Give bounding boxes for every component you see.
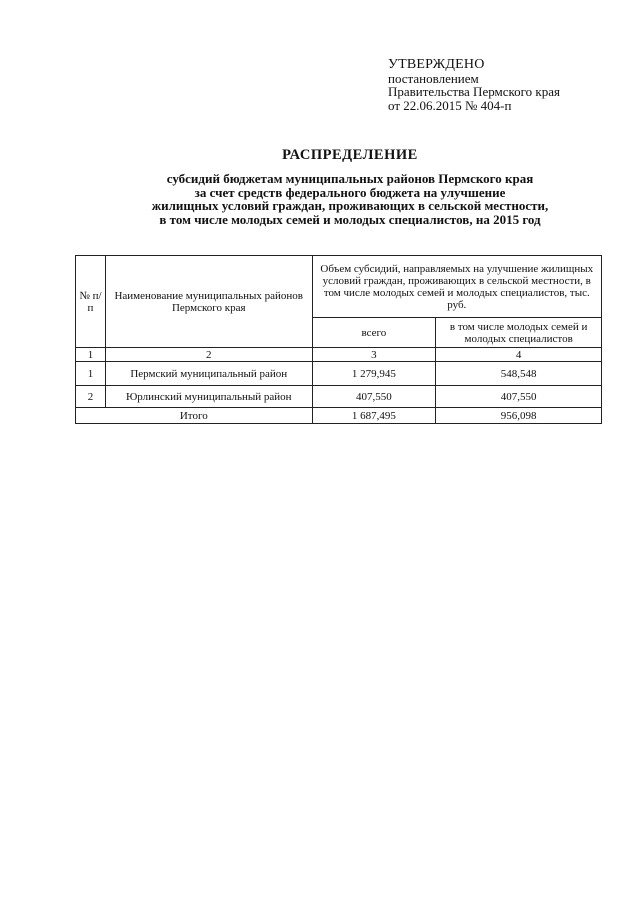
subtitle-line: за счет средств федерального бюджета на улучшение: [194, 184, 506, 200]
row-num: 1: [76, 362, 106, 386]
row-young: 548,548: [436, 362, 602, 386]
row-young: 407,550: [436, 386, 602, 408]
header-num: № п/п: [76, 256, 106, 348]
approval-date: от 22.06.2015 № 404-п: [388, 97, 512, 113]
subtitle-line: жилищных условий граждан, проживающих в сельской местности,: [151, 198, 549, 213]
header-young: в том числе молодых семей и молодых специалистов: [436, 318, 602, 348]
table-index-row: [76, 348, 602, 362]
approval-line: постановлением: [388, 70, 479, 86]
index-cell: 1: [76, 348, 106, 362]
index-cell: 3: [312, 348, 436, 362]
table-row: [76, 362, 602, 386]
table-row: [76, 386, 602, 408]
approval-line: Правительства Пермского края: [388, 84, 560, 99]
row-name: Пермский муниципальный район: [105, 362, 312, 386]
row-num: 2: [76, 386, 106, 408]
approval-heading: УТВЕРЖДЕНО: [388, 57, 485, 72]
document-title-block: [60, 147, 640, 226]
header-total: всего: [312, 318, 436, 348]
header-name: Наименование муниципальных районов Пермского края: [105, 256, 312, 348]
total-label: Итого: [76, 408, 313, 424]
index-cell: 2: [105, 348, 312, 362]
row-total: 407,550: [312, 386, 436, 408]
row-name: Юрлинский муниципальный район: [105, 386, 312, 408]
approval-stamp: [388, 58, 560, 112]
table-total-row: [76, 408, 602, 424]
subtitle-line: в том числе молодых семей и молодых специалистов, на 2015 год: [159, 211, 541, 227]
subtitle-line: субсидий бюджетам муниципальных районов Пермского края: [166, 171, 534, 186]
document-title: РАСПРЕДЕЛЕНИЕ: [282, 147, 418, 163]
index-cell: 4: [436, 348, 602, 362]
total-sum: 1 687,495: [312, 408, 436, 424]
distribution-table: [75, 255, 602, 424]
row-total: 1 279,945: [312, 362, 436, 386]
table-header-row: [76, 256, 602, 318]
header-volume: Объем субсидий, направляемых на улучшение жилищных условий граждан, проживающих в сельской местности, в том числе молодых семей и молодых специалистов, тыс. руб.: [312, 256, 601, 318]
total-young: 956,098: [436, 408, 602, 424]
